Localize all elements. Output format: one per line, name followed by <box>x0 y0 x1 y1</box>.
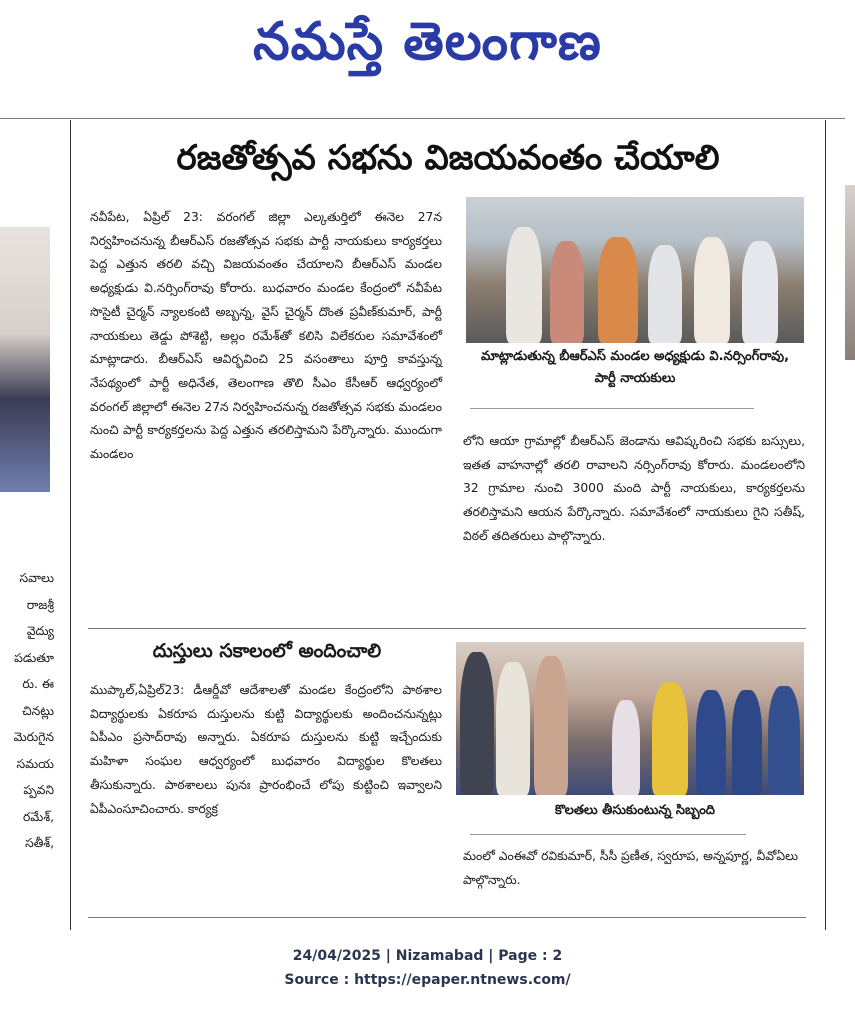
caption-rule-1 <box>470 408 754 409</box>
left-column-fragments <box>0 565 54 857</box>
left-fragment: మెరుగైన <box>13 730 54 744</box>
article-photo-leaders <box>466 197 804 343</box>
left-fragment: ప్పవని <box>23 783 54 797</box>
article2-body-text: మంలో ఎంఈవో రవికుమార్, సీసీ ప్రణీత, స్వరూప, అన్నపూర్ణ, వీవోఏలు పాల్గొన్నారు. <box>463 849 799 887</box>
photo-figure <box>496 662 530 795</box>
bottom-rule <box>88 917 806 918</box>
photo-figure <box>648 245 682 343</box>
column-divider-right <box>825 120 826 930</box>
article-body-text: నవీపేట, ఏప్రిల్ 23: వరంగల్ జిల్లా ఎల్కతుర్తిలో ఈనెల 27న నిర్వహించనున్న బీఆర్ఎస్ రజతోత్సవ సభకు పార్టీ నాయకులు కార్యకర్తలు పెద్ద ఎత్తున తరలి వచ్చి విజయవంతం చేయాలని బీఆర్ఎస్ మండల అధ్యక్షుడు వి.నర్సింగ్‌రావు కోరారు. బుధవారం మండల కేంద్రంలో నవీపేట సొసైటీ చైర్మన్ న్యాలకంటి అబ్బన్న, వైస్ చైర్మన్ దొంత ప్రవీణ్‌కుమార్, పార్టీ నాయకులు తెడ్డు పోశెట్టి, అల్లం రమేశ్‌తో కలిసి విలేకరుల సమావేశంలో మాట్లాడారు. బీఆర్ఎస్ ఆవిర్భవించి 25 వసంతాలు పూర్తి కావస్తున్న నేపథ్యంలో పార్టీ అధినేత, తెలంగాణ తొలి సీఎం కేసీఆర్ ఆధ్వర్యంలో వరంగల్ జిల్లాలో ఈనెల 27న నిర్వహించనున్న రజతోత్సవ సభకు మండలం నుంచి పార్టీ కార్యకర్తలను పెద్ద ఎత్తున తరలిస్తామని పేర్కొన్నారు. ముందుగా మండలం <box>90 210 442 462</box>
article-body-right <box>463 430 805 549</box>
left-fragment: సతీశ్, <box>25 836 54 850</box>
photo-figure <box>534 656 568 795</box>
page-footer <box>0 944 855 992</box>
photo-figure <box>652 682 688 795</box>
article2-body-right <box>463 845 805 892</box>
article2-photo-students <box>456 642 804 795</box>
left-fragment: రు. ఈ <box>22 677 54 691</box>
article-divider <box>88 628 806 629</box>
caption-rule-2 <box>470 834 746 835</box>
left-fragment: సవాలు <box>19 571 54 585</box>
photo-figure <box>598 237 638 343</box>
left-edge-photo <box>0 227 50 492</box>
left-fragment: సమయ <box>16 756 54 771</box>
photo-figure <box>732 690 762 795</box>
left-fragment: రమేశ్, <box>23 809 54 824</box>
photo-figure <box>742 241 778 343</box>
left-fragment: వైద్యు <box>26 624 54 638</box>
photo-caption-2: కొలతలు తీసుకుంటున్న సిబ్బంది <box>555 803 715 818</box>
photo-caption-1: మాట్లాడుతున్న బీఆర్ఎస్ మండల అధ్యక్షుడు వి.నర్సింగ్‌రావు, పార్టీ నాయకులు <box>480 349 790 386</box>
photo-figure <box>768 686 800 795</box>
photo-figure <box>460 652 494 795</box>
left-fragment: చినట్లు <box>22 703 54 718</box>
photo-figure <box>694 237 730 343</box>
photo-figure <box>506 227 542 343</box>
article2-headline: దుస్తులు సకాలంలో అందించాలి <box>152 640 382 662</box>
photo-figure <box>550 241 584 343</box>
left-fragment: రాజశ్రీ <box>26 597 54 612</box>
photo-figure <box>696 690 726 795</box>
right-edge-photo <box>845 185 855 360</box>
article2-body-text: ముప్కాల్,ఏప్రిల్23: డీఆర్డీవో ఆదేశాలతో మండల కేంద్రంలోని పాఠశాల విద్యార్థులకు ఏకరూప దుస్తులను కుట్టి విద్యార్థులకు అందించనున్నట్లు ఏపీఎం ప్రసాద్‌రావు అన్నారు. ఏకరూప దుస్తులను కుట్టి ఇచ్చేందుకు మహిళా సంఘల ఆధ్వర్యంలో బుధవారం విద్యార్థుల కొలతలు తీసుకున్నారు. పాఠశాలలు పునః ప్రారంభించే లోపు కుట్టించి ఇవ్వాలని ఏపీఎంసూచించారు. కార్యక్ర <box>90 683 442 816</box>
footer-date-line: 24/04/2025 | Nizamabad | Page : 2 <box>292 948 563 964</box>
article-headline: రజతోత్సవ సభను విజయవంతం చేయాలి <box>176 138 720 178</box>
footer-source-link[interactable]: Source : https://epaper.ntnews.com/ <box>284 972 571 988</box>
left-fragment: పడుతూ <box>14 650 54 665</box>
article-body-text: లోని ఆయా గ్రామాల్లో బీఆర్ఎస్ జెండాను ఆవిష్కరించి సభకు బస్సులు, ఇతత వాహనాల్లో తరలి రావాలని నర్సింగ్‌రావు కోరారు. మండలంలోని 32 గ్రామాల నుంచి 3000 మంది పార్టీ నాయకులు, కార్యకర్తలను తరలిస్తామని ఆయన పేర్కొన్నారు. సమావేశంలో నాయకులు గైని సతీష్, విఠల్ తదితరులు పాల్గొన్నారు. <box>463 434 805 543</box>
newspaper-logo: నమస్తే తెలంగాణ <box>253 12 602 72</box>
article2-body-left <box>90 679 442 821</box>
top-rule <box>0 118 845 119</box>
photo-figure <box>612 700 640 795</box>
column-divider-left <box>70 120 71 930</box>
top-strip: ‌ ‌ ‌ ‌ <box>390 96 400 107</box>
article-body-left <box>90 206 442 467</box>
masthead <box>0 0 855 90</box>
